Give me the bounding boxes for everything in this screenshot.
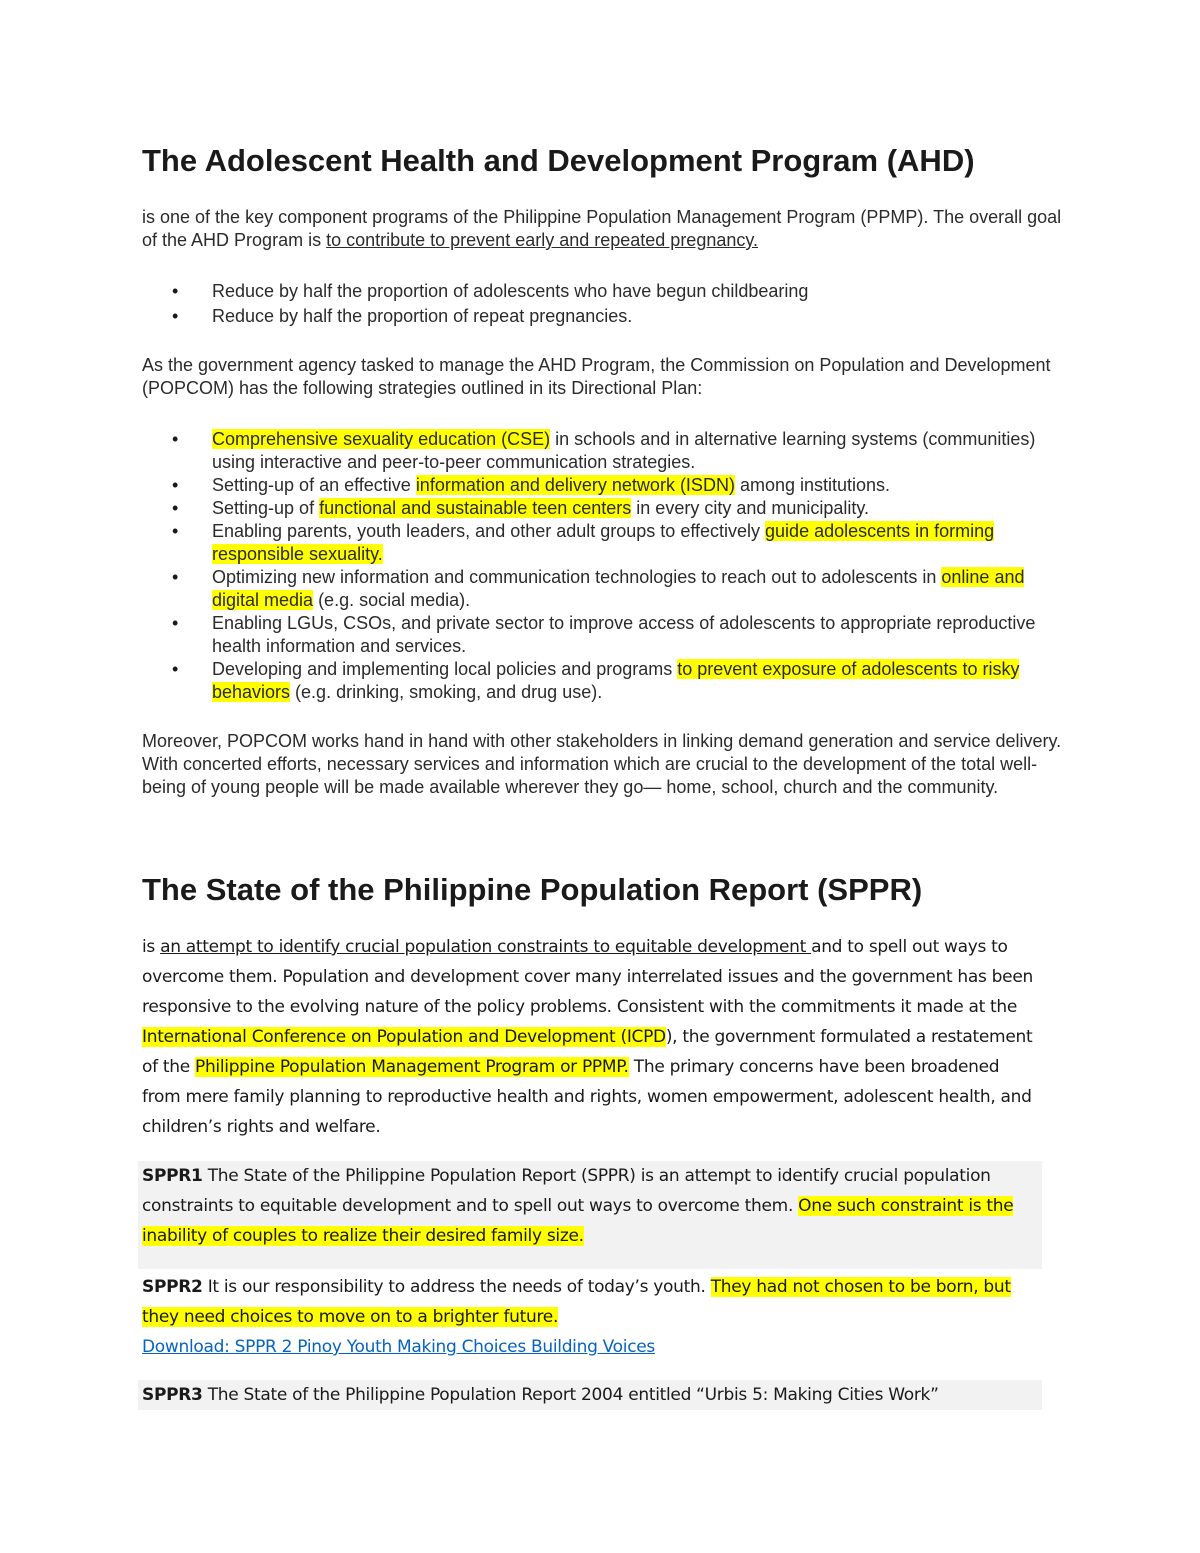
sppr-item-highlight: They had not chosen to be born, but they need choices to move on to a brighter future.: [142, 1277, 1011, 1327]
sppr-label: SPPR2: [142, 1277, 203, 1297]
strategy-text: (e.g. drinking, smoking, and drug use).: [290, 682, 603, 702]
strategy-highlight: to prevent exposure of adolescents to risky behaviors: [212, 659, 1020, 702]
list-item: [172, 428, 1072, 474]
strategy-text: (e.g. social media).: [313, 590, 471, 610]
sppr-label: SPPR3: [142, 1385, 203, 1405]
strategy-text: Enabling LGUs, CSOs, and private sector to improve access of adolescents to appropriate reproductive health information and services.: [212, 613, 1036, 656]
sppr-item-highlight: One such constraint is the inability of couples to realize their desired family size.: [142, 1196, 1014, 1246]
strategy-text: Enabling parents, youth leaders, and other adult groups to effectively: [212, 521, 766, 541]
list-item: [172, 612, 1072, 658]
list-item: [172, 497, 1072, 520]
sppr-item-text: The State of the Philippine Population Report (SPPR) is an attempt to identify crucial population constraints to equitable development and to spell out ways to overcome them.: [142, 1166, 991, 1216]
sppr-heading: The State of the Philippine Population Report (SPPR): [142, 872, 923, 907]
strategies-list: [172, 428, 1072, 704]
sppr-highlight: Philippine Population Management Program or PPMP.: [195, 1057, 629, 1077]
sppr2-block: [138, 1272, 1042, 1362]
sppr-item-text: It is our responsibility to address the needs of today’s youth.: [202, 1277, 711, 1297]
ahd-goal-text: to contribute to prevent early and repeated pregnancy.: [326, 230, 759, 250]
list-item: • Reduce by half the proportion of repeat pregnancies.: [172, 305, 1072, 328]
strategy-highlight: guide adolescents in forming responsible sexuality.: [212, 521, 995, 564]
sppr-label: SPPR1: [142, 1166, 203, 1186]
strategy-highlight: Comprehensive sexuality education (CSE): [212, 429, 551, 449]
list-item: [172, 474, 1072, 497]
strategy-highlight: functional and sustainable teen centers: [319, 498, 632, 518]
ahd-closing-paragraph: Moreover, POPCOM works hand in hand with other stakeholders in linking demand generation and service delivery. With concerted efforts, necessary services and information which are crucial to the development of the total well-being of young people will be made available wherever they go— home, school, church and the community.: [142, 731, 1062, 797]
strategy-highlight: information and delivery network (ISDN): [415, 475, 735, 495]
sppr-text: The primary concerns have been broadened from mere family planning to reproductive health and rights, women empowerment, adolescent health, and children’s rights and welfare.: [142, 1057, 1032, 1137]
sppr-item-text: The State of the Philippine Population Report 2004 entitled “Urbis 5: Making Cities Work”: [202, 1385, 939, 1405]
strategy-text: in every city and municipality.: [631, 498, 870, 518]
sppr2-download-link[interactable]: Download: SPPR 2 Pinoy Youth Making Choices Building Voices: [142, 1337, 655, 1357]
strategy-text: in schools and in alternative learning systems (communities) using interactive and peer-to-peer communication strategies.: [212, 429, 1036, 472]
sppr-text: is: [142, 937, 161, 957]
strategy-text: Setting-up of: [212, 498, 320, 518]
ahd-intro-paragraph: [142, 206, 1062, 252]
list-item: [172, 520, 1072, 566]
ahd-goals-list: [172, 280, 1072, 330]
strategy-highlight: online and digital media: [212, 567, 1025, 610]
list-item: [172, 566, 1072, 612]
sppr-text: ), the government formulated a restatement of the: [142, 1027, 1033, 1077]
sppr-intro-paragraph: [142, 932, 1042, 1142]
strategy-text: among institutions.: [734, 475, 891, 495]
strategy-text: Developing and implementing local policies and programs: [212, 659, 678, 679]
sppr3-block: [138, 1380, 1042, 1410]
ahd-intro-text: is one of the key component programs of the Philippine Population Management Program (PPMP). The overall goal of the AHD Program is: [142, 207, 1062, 250]
strategy-text: Optimizing new information and communication technologies to reach out to adolescents in: [212, 567, 942, 587]
strategy-text: Setting-up of an effective: [212, 475, 416, 495]
sppr-text: and to spell out ways to overcome them. Population and development cover many interrelated issues and the government has been responsive to the evolving nature of the policy problems. Consistent with the commitments it made at the: [142, 937, 1033, 1017]
strategies-intro-paragraph: As the government agency tasked to manage the AHD Program, the Commission on Population and Development (POPCOM) has the following strategies outlined in its Directional Plan:: [142, 355, 1051, 398]
list-item: [172, 658, 1072, 704]
sppr-highlight: International Conference on Population and Development (ICPD: [142, 1027, 666, 1047]
list-item: • Reduce by half the proportion of adolescents who have begun childbearing: [172, 280, 1072, 303]
ahd-heading: The Adolescent Health and Development Program (AHD): [142, 143, 975, 178]
sppr-underlined-text: an attempt to identify crucial population constraints to equitable development: [160, 937, 812, 957]
sppr1-block: [138, 1161, 1042, 1269]
